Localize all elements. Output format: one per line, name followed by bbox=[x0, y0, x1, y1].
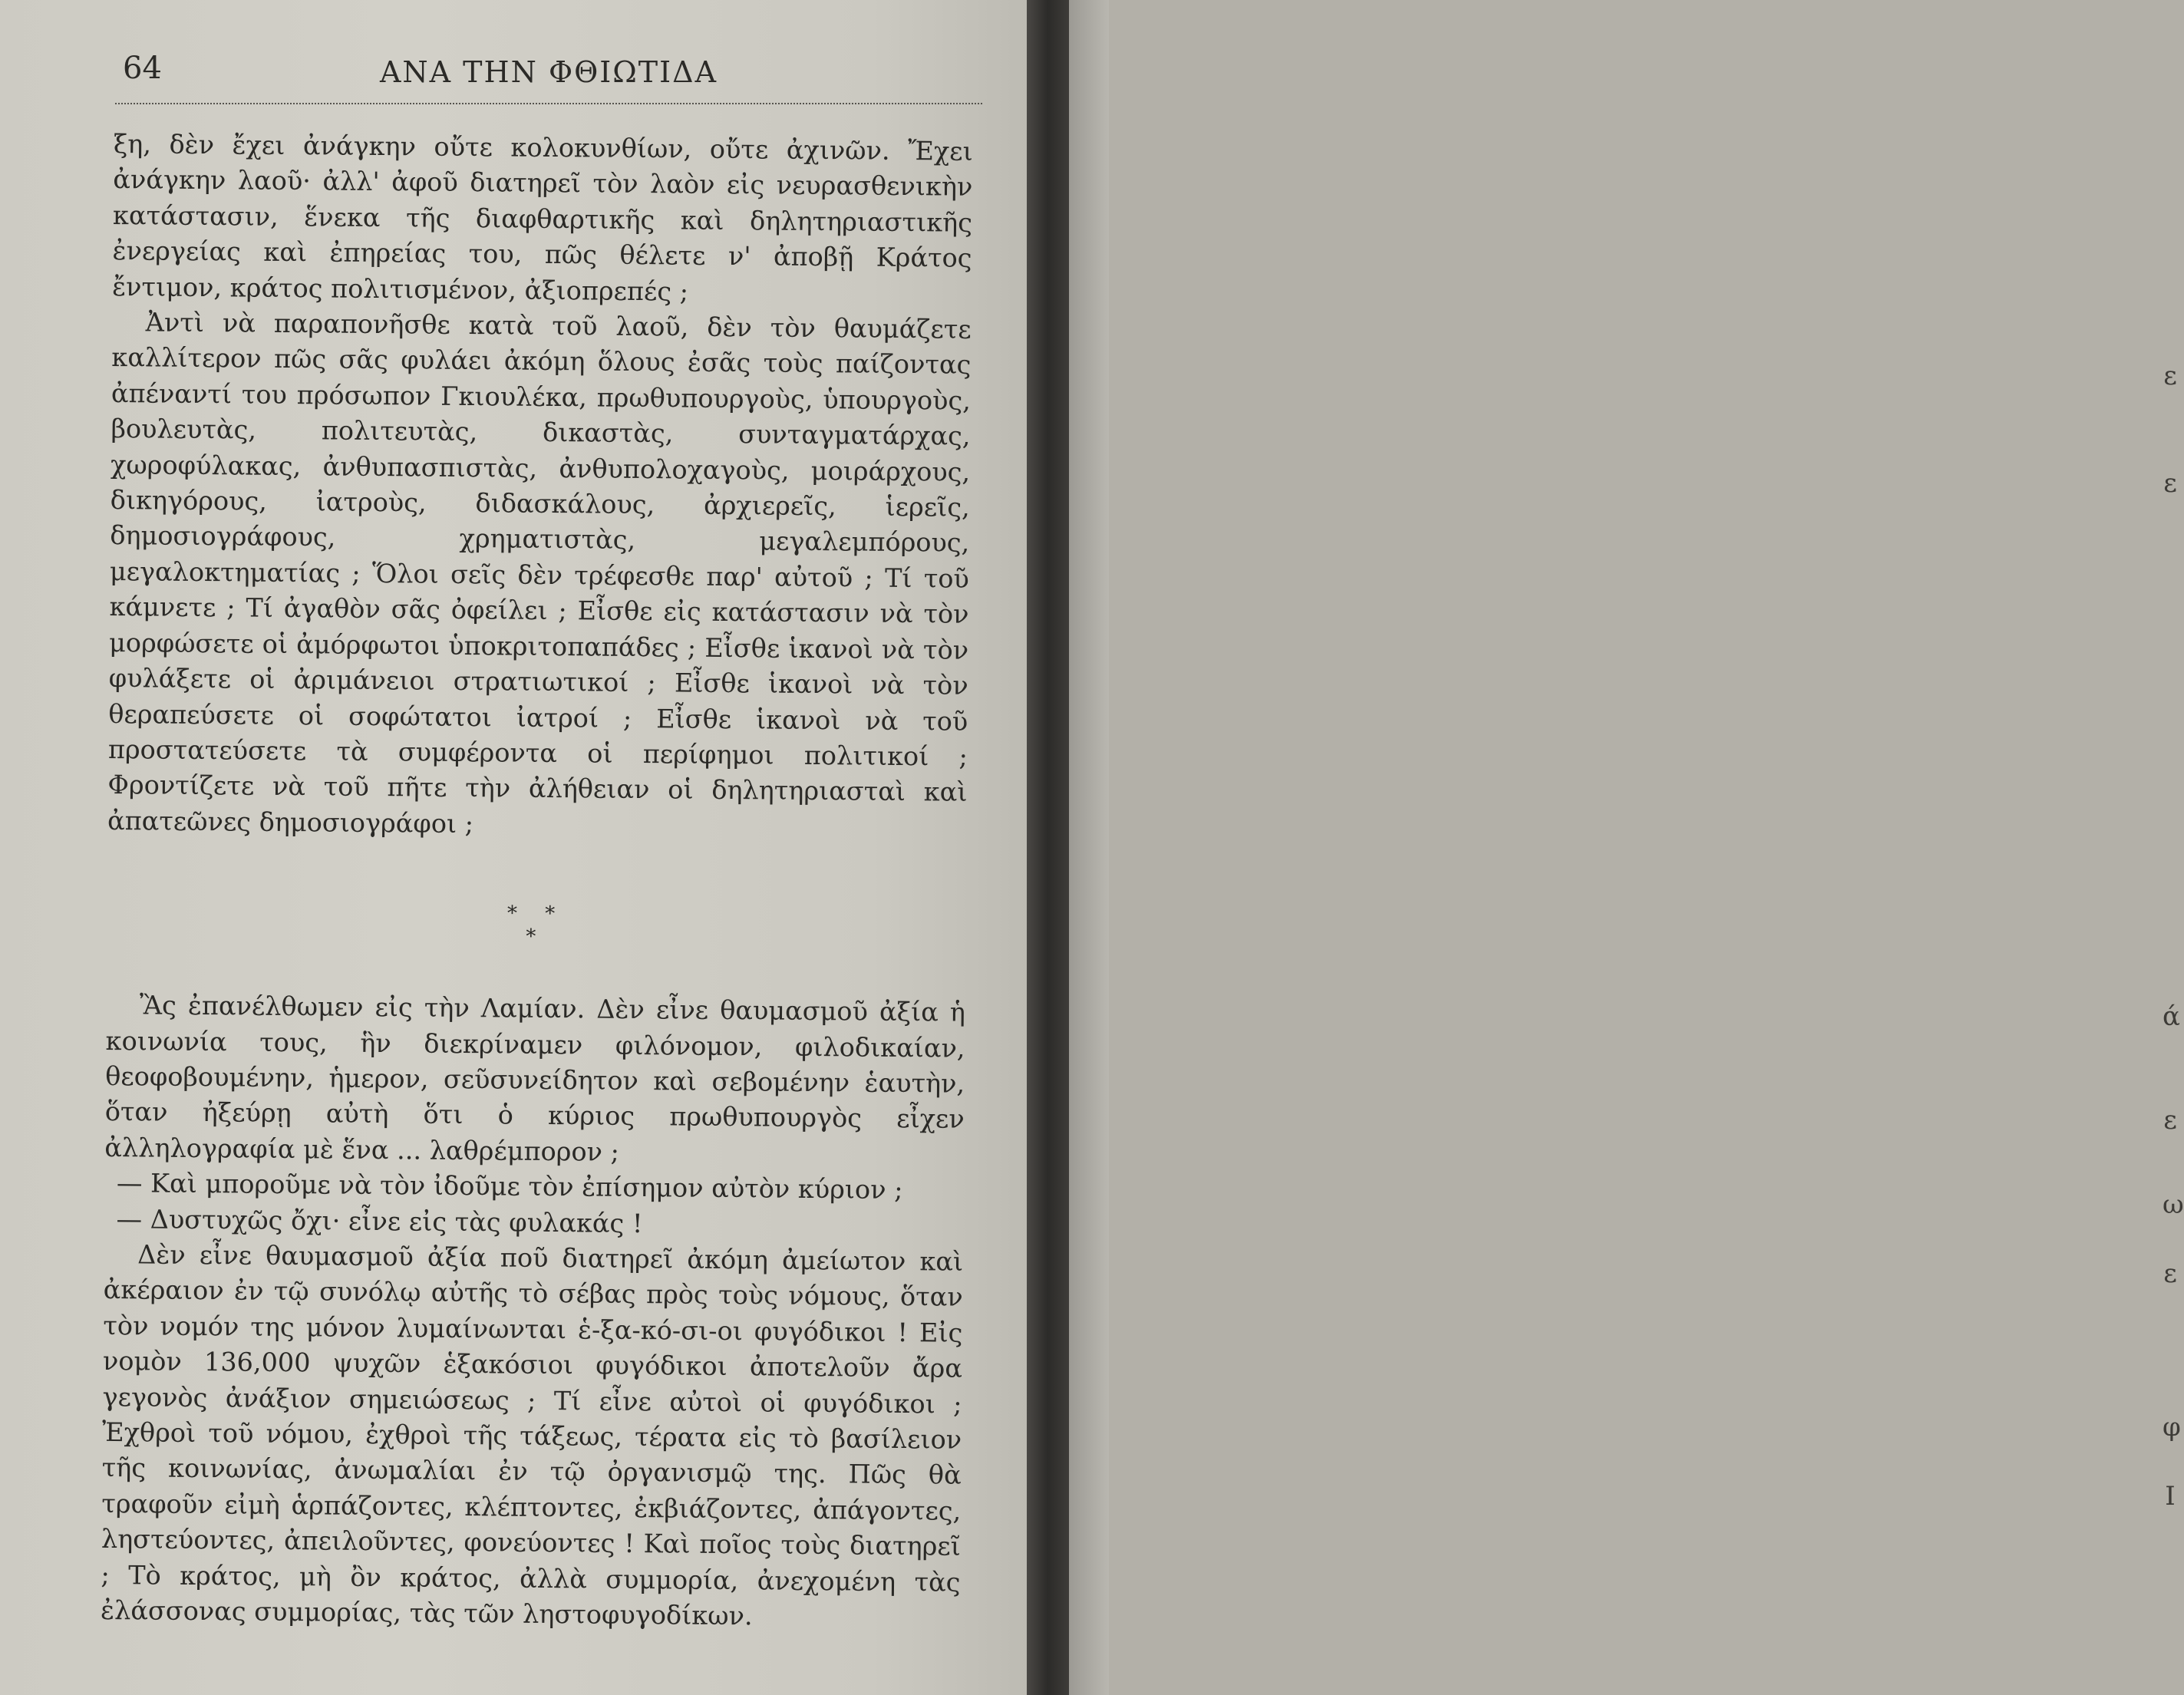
paragraph: ξη, δὲν ἔχει ἀνάγκην οὔτε κολοκυνθίων, οὔτε ἀχινῶν. Ἔχει ἀνάγκην λαοῦ· ἀλλ' ἀφοῦ διατηρεῖ τὸν λαὸν εἰς νευρασθενικὴν κατάστασιν, ἕνεκα τῆς διαφθαρτικῆς καὶ δηλητηριαστικῆς ἐνεργείας καὶ ἐπηρείας του, πῶς θέλετε ν' ἀποβῇ Κράτος ἔντιμον, κράτος πολιτισμένον, ἀξιοπρεπές ; bbox=[112, 128, 973, 307]
body-text bbox=[101, 127, 973, 1636]
paragraph: Δὲν εἶνε θαυμασμοῦ ἀξία ποῦ διατηρεῖ ἀκόμη ἀμείωτον καὶ ἀκέραιον ἐν τῷ συνόλῳ αὐτῆς τὸ σέβας πρὸς τοὺς νόμους, ὅταν τὸν νομόν της μόνον λυμαίνωνται ἑ-ξα-κό-σι-οι φυγόδικοι ! Εἰς νομὸν 136,000 ψυχῶν ἑξακόσιοι φυγόδικοι ἀποτελοῦν ἄρα γεγονὸς ἀνάξιον σημειώσεως ; Τί εἶνε αὐτοὶ οἱ φυγόδικοι ; Ἐχθροὶ τοῦ νόμου, ἐχθροὶ τῆς τάξεως, τέρατα εἰς τὸ βασίλειον τῆς κοινωνίας, ἀνωμαλίαι ἐν τῷ ὀργανισμῷ της. Πῶς θὰ τραφοῦν εἰμὴ ἁρπάζοντες, κλέπτοντες, ἐκβιάζοντες, ἀπάγοντες, ληστεύοντες, ἀπειλοῦντες, φονεύοντες ! Καὶ ποῖος τοὺς διατηρεῖ ; Τὸ κράτος, μὴ ὂν κράτος, ἀλλὰ συμμορία, ἀνεχομένη τὰς ἐλάσσονας συμμορίας, τὰς τῶν ληστοφυγοδίκων. bbox=[100, 1239, 964, 1631]
edge-letter: ε bbox=[2163, 1258, 2177, 1289]
section-asterism bbox=[107, 899, 966, 952]
header-rule bbox=[115, 103, 982, 104]
edge-letter: ε bbox=[2163, 1105, 2177, 1136]
paragraph: Ἀντὶ νὰ παραπονῆσθε κατὰ τοῦ λαοῦ, δὲν τὸν θαυμάζετε καλλίτερον πῶς σᾶς φυλάει ἀκόμη ὅλους ἐσᾶς τοὺς παίζοντας ἀπέναντί του πρόσωπον Γκιουλέκα, πρωθυπουργοὺς, ὑπουργοὺς, βουλευτὰς, πολιτευτὰς, δικαστὰς, συνταγματάρχας, χωροφύλακας, ἀνθυπασπιστὰς, ἀνθυπολοχαγοὺς, μοιράρχους, δικηγόρους, ἰατροὺς, διδασκάλους, ἀρχιερεῖς, ἱερεῖς, δημοσιογράφους, χρηματιστὰς, μεγαλεμπόρους, μεγαλοκτηματίας ; Ὅλοι σεῖς δὲν τρέφεσθε παρ' αὐτοῦ ; Τί τοῦ κάμνετε ; Τί ἀγαθὸν σᾶς ὀφείλει ; Εἶσθε εἰς κατάστασιν νὰ τὸν μορφώσετε οἱ ἀμόρφωτοι ὑποκριτοπαπάδες ; Εἶσθε ἱκανοὶ νὰ τὸν φυλάξετε οἱ ἀριμάνειοι στρατιωτικοί ; Εἶσθε ἱκανοὶ νὰ τὸν θεραπεύσετε οἱ σοφώτατοι ἰατροί ; Εἶσθε ἱκανοὶ νὰ τοῦ προστατεύσετε τὰ συμφέροντα οἱ περίφημοι πολιτικοί ; Φροντίζετε νὰ τοῦ πῆτε τὴν ἀλήθειαν οἱ δηλητηριασταὶ καὶ ἀπατεῶνες δημοσιογράφοι ; bbox=[107, 307, 972, 839]
edge-letter: ε bbox=[2163, 361, 2177, 391]
page-number: 64 bbox=[123, 51, 162, 86]
edge-letter: Ι bbox=[2165, 1481, 2176, 1512]
dialog-line: — Καὶ μποροῦμε νὰ τὸν ἰδοῦμε τὸν ἐπίσημον αὐτὸν κύριον ; bbox=[116, 1168, 903, 1205]
book-gutter bbox=[1027, 0, 1069, 1695]
asterism-top: * * bbox=[506, 902, 566, 926]
dialog-line: — Δυστυχῶς ὄχι· εἶνε εἰς τὰς φυλακάς ! bbox=[116, 1203, 643, 1238]
paragraph: Ἂς ἐπανέλθωμεν εἰς τὴν Λαμίαν. Δὲν εἶνε θαυμασμοῦ ἀξία ἡ κοινωνία τους, ἣν διεκρίναμεν φιλόνομον, φιλοδικαίαν, θεοφοβουμένην, ἡμερον, σεῦσυνείδητον καὶ σεβομένην ἑαυτὴν, ὅταν ἠξεύρῃ αὐτὴ ὅτι ὁ κύριος πρωθυπουργὸς εἶχεν ἀλληλογραφία μὲ ἕνα ... λαθρέμπορον ; bbox=[104, 990, 966, 1167]
edge-letter: ω bbox=[2163, 1189, 2184, 1220]
edge-letter: φ bbox=[2163, 1412, 2181, 1443]
next-page-edge bbox=[1069, 0, 2184, 1695]
book-page bbox=[0, 0, 1027, 1695]
asterism-bottom: * bbox=[526, 925, 547, 949]
running-title: ΑΝΑ ΤΗΝ ΦΘΙΩΤΙΔΑ bbox=[379, 55, 718, 89]
edge-letter: ά bbox=[2163, 1001, 2180, 1032]
page-header bbox=[115, 45, 982, 98]
edge-letter: ε bbox=[2163, 468, 2177, 499]
